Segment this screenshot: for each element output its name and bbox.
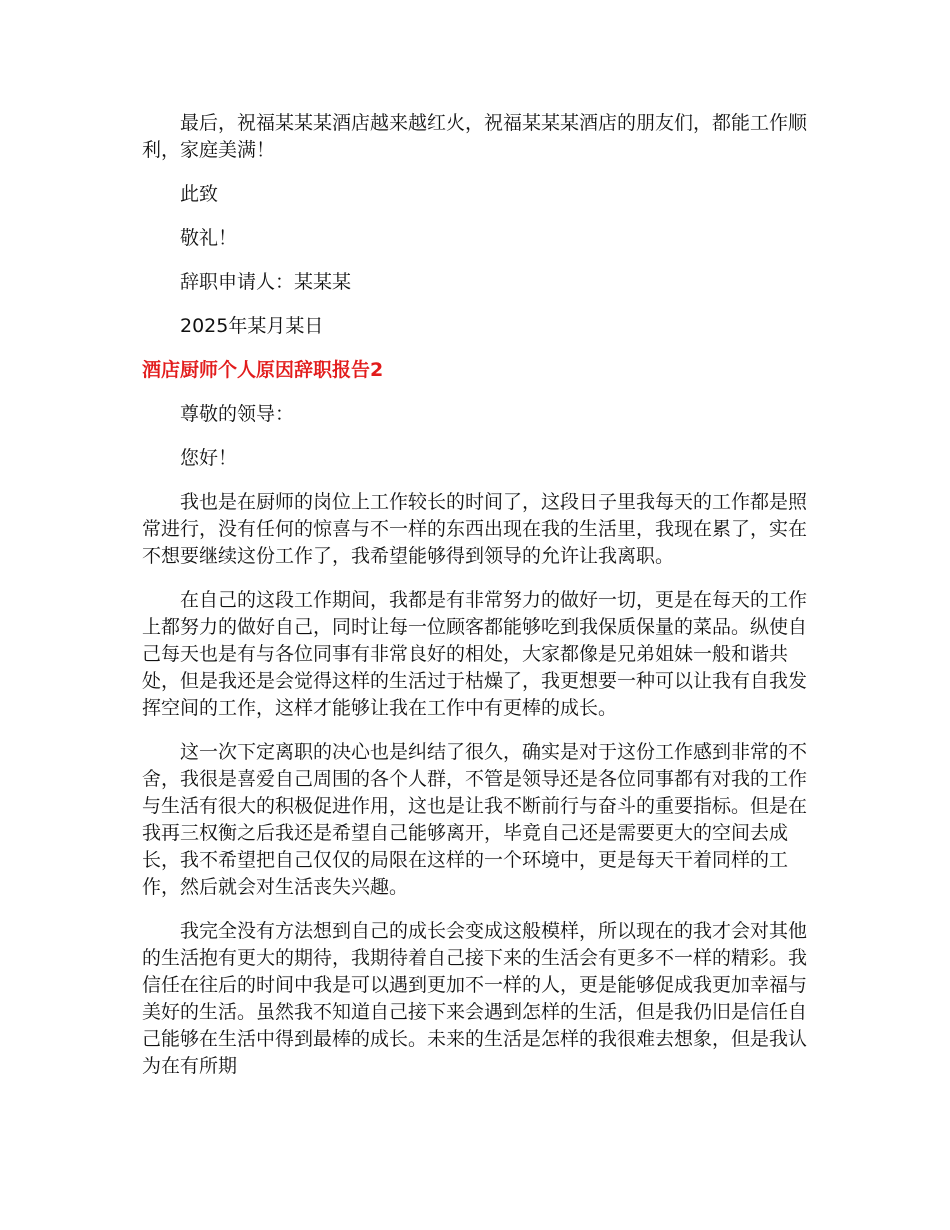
- date-line: 2025年某月某日: [180, 315, 324, 337]
- body-paragraph-4: 我完全没有方法想到自己的成长会变成这般模样，所以现在的我才会对其他的生活抱有更大的期待，我期待着自己接下来的生活会有更多不一样的精彩。我信任在往后的时间中我是可以遇到更加不一样的人，更是能够促成我更加幸福与美好的生活。虽然我不知道自己接下来会遇到怎样的生活，但是我仍旧是信任自己能够在生活中得到最棒的成长。未来的生活是怎样的我很难去想象，但是我认为在有所期: [142, 920, 808, 1077]
- document-content: [142, 110, 810, 1097]
- salutation-line: 尊敬的领导：: [180, 403, 295, 425]
- closing-line-2: 敬礼！: [180, 227, 238, 249]
- intro-paragraph: 最后，祝福某某某酒店越来越红火，祝福某某某酒店的朋友们，都能工作顺利，家庭美满！: [142, 112, 808, 161]
- section-heading: 酒店厨师个人原因辞职报告2: [142, 359, 384, 381]
- body-paragraph-2: 在自己的这段工作期间，我都是有非常努力的做好一切，更是在每天的工作上都努力的做好自己，同时让每一位顾客都能够吃到我保质保量的菜品。纵使自己每天也是有与各位同事有非常良好的相处，大家都像是兄弟姐妹一般和谐共处，但是我还是会觉得这样的生活过于枯燥了，我更想要一种可以让我有自我发挥空间的工作，这样才能够让我在工作中有更棒的成长。: [142, 589, 808, 719]
- closing-line-1: 此致: [180, 183, 219, 205]
- signer-line: 辞职申请人：某某某: [180, 271, 352, 293]
- greeting-line: 您好！: [180, 447, 238, 469]
- body-paragraph-3: 这一次下定离职的决心也是纠结了很久，确实是对于这份工作感到非常的不舍，我很是喜爱自己周围的各个人群，不管是领导还是各位同事都有对我的工作与生活有很大的积极促进作用，这也是让我不断前行与奋斗的重要指标。但是在我再三权衡之后我还是希望自己能够离开，毕竟自己还是需要更大的空间去成长，我不希望把自己仅仅的局限在这样的一个环境中，更是每天干着同样的工作，然后就会对生活丧失兴趣。: [142, 741, 808, 898]
- body-paragraph-1: 我也是在厨师的岗位上工作较长的时间了，这段日子里我每天的工作都是照常进行，没有任何的惊喜与不一样的东西出现在我的生活里，我现在累了，实在不想要继续这份工作了，我希望能够得到领导的允许让我离职。: [142, 491, 808, 567]
